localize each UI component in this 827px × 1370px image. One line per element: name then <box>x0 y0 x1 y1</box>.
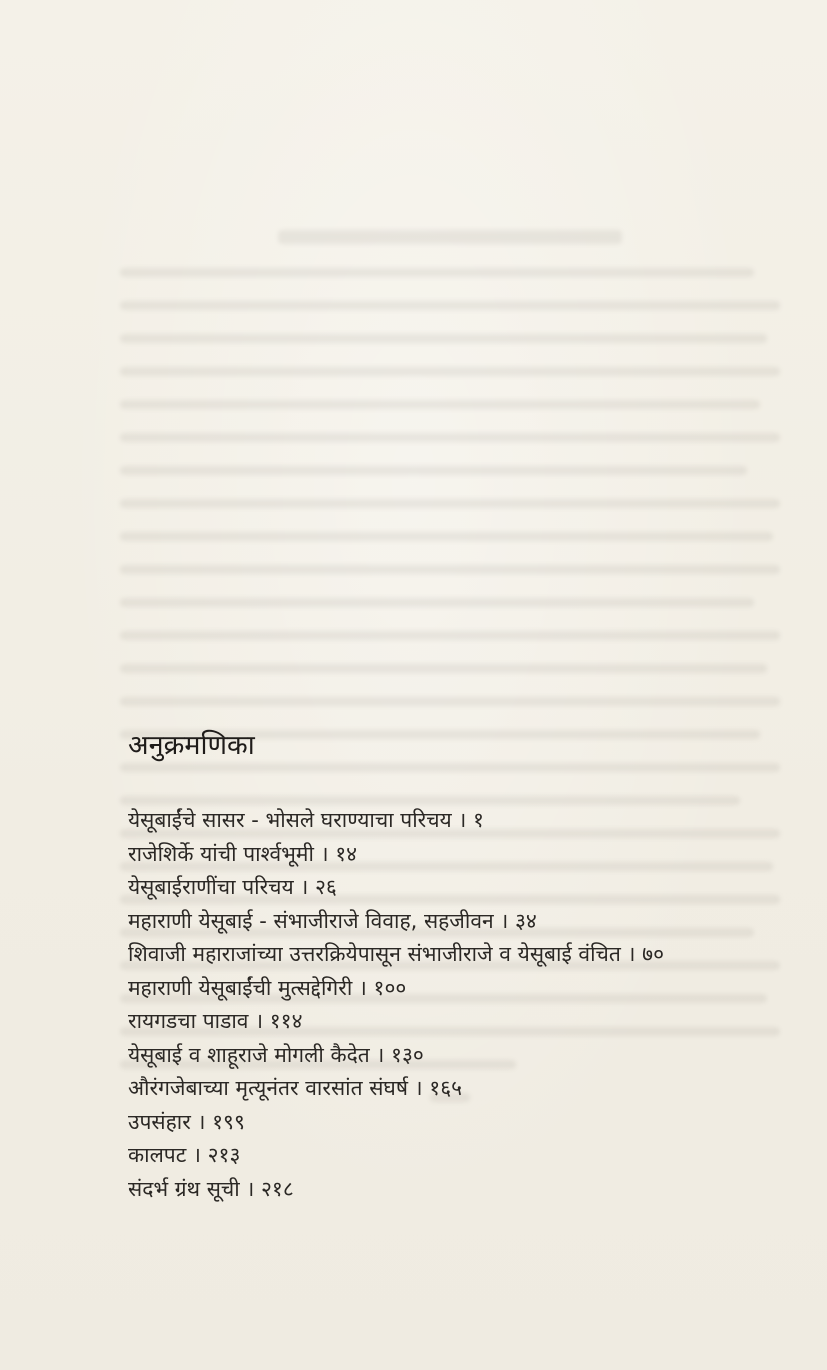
bleed-line <box>120 400 760 409</box>
bleed-line <box>120 532 773 541</box>
toc-entry: महाराणी येसूबाईंची मुत्सद्देगिरी । १०० <box>128 975 407 1000</box>
bleed-heading <box>278 230 621 244</box>
toc-entry: संदर्भ ग्रंथ सूची । २१८ <box>128 1176 294 1201</box>
toc-entry: रायगडचा पाडाव । ११४ <box>128 1009 303 1033</box>
bleed-line <box>120 697 780 706</box>
toc-entry: कालपट । २१३ <box>128 1143 241 1167</box>
bleed-line <box>120 433 780 442</box>
toc-entry: शिवाजी महाराजांच्या उत्तरक्रियेपासून संभाजीराजे व येसूबाई वंचित । ७० <box>128 942 665 966</box>
bleed-line <box>120 664 767 673</box>
toc-entry: येसूबाईंचे सासर - भोसले घराण्याचा परिचय । १ <box>128 808 484 832</box>
toc-title: अनुक्रमणिका <box>128 730 255 761</box>
toc-entry: उपसंहार । १९९ <box>128 1109 245 1134</box>
toc-entry: राजेशिर्के यांची पार्श्वभूमी । १४ <box>128 841 358 866</box>
toc-entry: येसूबाईराणींचा परिचय । २६ <box>128 875 337 899</box>
table-of-contents <box>128 726 808 1206</box>
bleed-line <box>120 631 780 640</box>
bleed-line <box>120 301 780 310</box>
bleed-line <box>120 268 754 277</box>
bleed-line <box>120 334 767 343</box>
bleed-line <box>120 565 780 574</box>
toc-entry: येसूबाई व शाहूराजे मोगली कैदेत । १३० <box>128 1042 424 1067</box>
bleed-line <box>120 598 754 607</box>
bleed-line <box>120 367 780 376</box>
bleed-line <box>120 466 747 475</box>
toc-entry: औरंगजेबाच्या मृत्यूनंतर वारसांत संघर्ष । १६५ <box>128 1076 463 1100</box>
bleed-line <box>120 499 780 508</box>
toc-list <box>128 804 808 1206</box>
toc-entry: महाराणी येसूबाई - संभाजीराजे विवाह, सहजीवन । ३४ <box>128 908 537 933</box>
